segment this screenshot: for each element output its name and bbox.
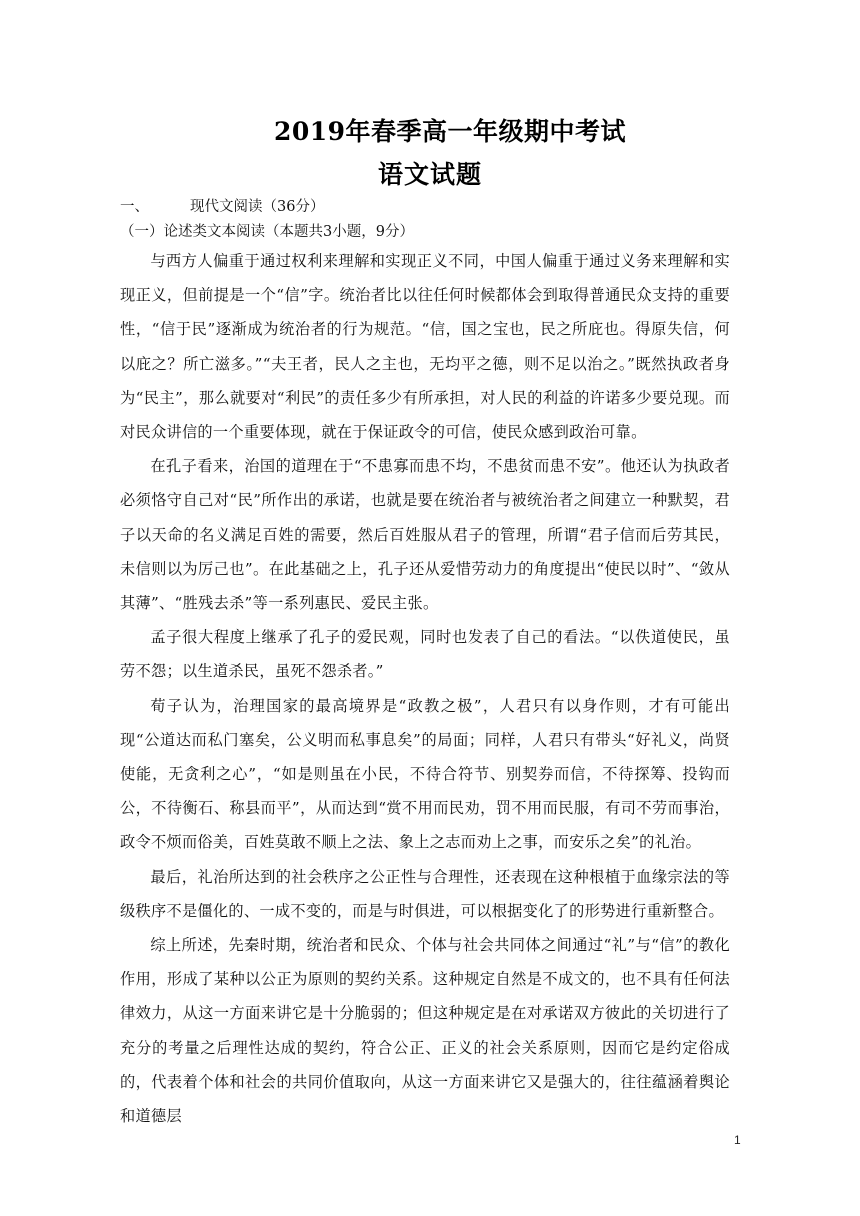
paragraph: 与西方人偏重于通过权利来理解和实现正义不同，中国人偏重于通过义务来理解和实现正义，但前提是一个“信”字。统治者比以往任何时候都体会到取得普通民众支持的重要性，“信于民”逐渐成为统治者的行为规范。“信，国之宝也，民之所庇也。得原失信，何以庇之？所亡滋多。”“夫王者，民人之主也，无均平之德，则不足以治之。”既然执政者身为“民主”，那么就要对“利民”的责任多少有所承担，对人民的利益的许诺多少要兑现。而对民众讲信的一个重要体现，就在于保证政令的可信，使民众感到政治可靠。 [120, 252, 730, 442]
paragraph: 荀子认为，治理国家的最高境界是“政教之极”，人君只有以身作则，才有可能出现“公道达而私门塞矣，公义明而私事息矣”的局面；同样，人君只有带头“好礼义，尚贤使能，无贪利之心”，“如是则虽在小民，不待合符节、别契券而信，不待探筹、投钩而公，不待衡石、称县而平”，从而达到“赏不用而民劝，罚不用而民服，有司不劳而事治，政令不烦而俗美，百姓莫敢不顺上之法、象上之志而劝上之事，而安乐之矣”的礼治。 [120, 696, 730, 852]
paragraph: 最后，礼治所达到的社会秩序之公正性与合理性，还表现在这种根植于血缘宗法的等级秩序不是僵化的、一成不变的，而是与时俱进，可以根据变化了的形势进行重新整合。 [120, 867, 730, 920]
reading-passage [120, 244, 730, 1133]
section-heading [120, 195, 324, 216]
exam-subtitle: 语文试题 [377, 160, 482, 189]
exam-title: 2019年春季高一年级期中考试 [273, 117, 627, 146]
section-number: 一、 [120, 199, 149, 215]
paragraph: 孟子很大程度上继承了孔子的爱民观，同时也发表了自己的看法。“以佚道使民，虽劳不怨；以生道杀民，虽死不怨杀者。” [120, 628, 730, 681]
subsection-heading: （一）论述类文本阅读（本题共3小题，9分） [120, 224, 414, 240]
paragraph: 在孔子看来，治国的道理在于“不患寡而患不均，不患贫而患不安”。他还认为执政者必须恪守自己对“民”所作出的承诺，也就是要在统治者与被统治者之间建立一种默契，君子以天命的名义满足百姓的需要，然后百姓服从君子的管理，所谓“君子信而后劳其民，未信则以为厉己也”。在此基础之上，孔子还从爱惜劳动力的角度提出“使民以时”、“敛从其薄”、“胜残去杀”等一系列惠民、爱民主张。 [120, 457, 730, 613]
paragraph: 综上所述，先秦时期，统治者和民众、个体与社会共同体之间通过“礼”与“信”的教化作用，形成了某种以公正为原则的契约关系。这种规定自然是不成文的，也不具有任何法律效力，从这一方面来讲它是十分脆弱的；但这种规定是在对承诺双方彼此的关切进行了充分的考量之后理性达成的契约，符合公正、正义的社会关系原则，因而它是约定俗成的，代表着个体和社会的共同价值取向，从这一方面来讲它又是强大的，往往蕴涵着舆论和道德层 [120, 936, 730, 1126]
section-title: 现代文阅读（36分） [190, 199, 325, 215]
page-number: 1 [734, 1133, 741, 1147]
